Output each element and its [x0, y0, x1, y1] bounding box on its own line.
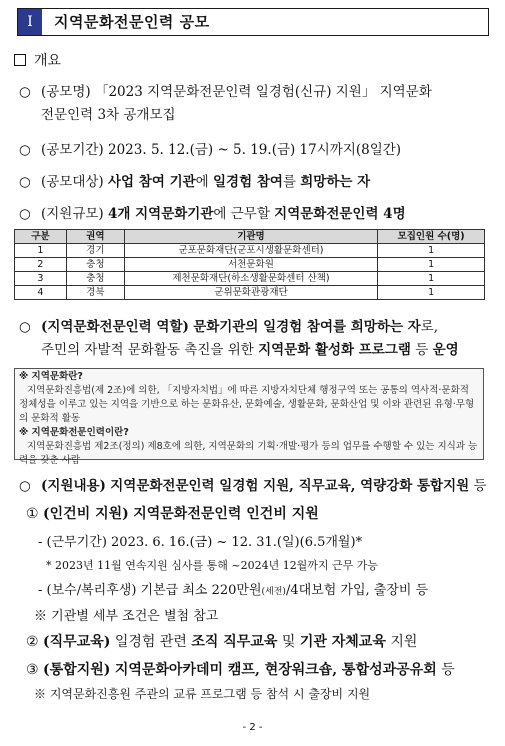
circle-bullet-icon: ○ — [19, 206, 31, 222]
work-period-note: * 2023년 11월 연속지원 심사를 통해 ~2024년 12월까지 근무 가능 — [46, 559, 379, 572]
detail-note: ※ 기관별 세부 조건은 별첨 참고 — [34, 609, 219, 624]
section-title-bar — [17, 8, 489, 36]
circle-bullet-icon: ○ — [19, 478, 31, 494]
travel-note: ※ 지역문화진흥원 주관의 교류 프로그램 등 참석 시 출장비 지원 — [34, 687, 371, 701]
note-paragraph: 지역문화진흥법(제 2조)에 의한, 「지방자치법」에 따른 지방자치단체 행정구역 또는 공통의 역사적·문화적 정체성을 이루고 있는 지역을 기반으로 하는 문화유산, 문화예술, 생활문화, 문화산업 및 이와 관련된 유형·무형의 문화적 활동 — [19, 385, 475, 424]
sub-item-labor: ① (인건비 지원) 지역문화전문인력 인건비 지원 — [26, 506, 319, 522]
pay-welfare: - (보수/복리후생) 기본급 최소 220만원(세전)/4대보험 가입, 출장비 등 — [38, 583, 429, 598]
circle-bullet-icon: ○ — [19, 319, 31, 335]
work-period: - (근무기간) 2023. 6. 16.(금) ~ 12. 31.(일)(6.5개월)* — [38, 535, 363, 550]
table-header-row — [15, 230, 485, 244]
item-content: ○ (지원내용) 지역문화전문인력 일경험 지원, 직무교육, 역량강화 통합지원 등 — [19, 478, 487, 494]
table-header: 구분 — [15, 230, 67, 244]
item-role: ○ (지역문화전문인력 역할) 문화기관의 일경험 참여를 희망하는 자로, — [19, 319, 438, 335]
table-row: 2 충청 서천문화원 1 — [15, 258, 485, 272]
table-row: 3 충청 제천문화재단(하소생활문화센터 산책) 1 — [15, 272, 485, 286]
table-row: 1 경기 군포문화재단(군포시생활문화센터) 1 — [15, 244, 485, 258]
item-role-cont: 주민의 자발적 문화활동 촉진을 위한 지역문화 활성화 프로그램 등 운영 — [41, 342, 459, 358]
sub-item-training: ② (직무교육) 일경험 관련 조직 직무교육 및 기관 자체교육 지원 — [26, 634, 418, 650]
table-row: 4 경북 군위문화관광재단 1 — [15, 286, 485, 300]
item-name-cont: 전문인력 3차 공개모집 — [41, 107, 176, 123]
circle-bullet-icon: ○ — [19, 174, 31, 190]
item-scale: ○ (지원규모) 4개 지역문화기관에 근무할 지역문화전문인력 4명 — [19, 206, 406, 222]
table-header: 권역 — [66, 230, 124, 244]
section-label: 개요 — [34, 53, 62, 69]
section-number: Ⅰ — [18, 9, 42, 35]
sub-item-integrated: ③ (통합지원) 지역문화아카데미 캠프, 현장워크숍, 통합성과공유회 등 — [26, 662, 455, 678]
section-heading — [14, 50, 61, 70]
note-title: ※ 지역문화란? — [19, 371, 83, 382]
table-header: 모집인원 수(명) — [378, 230, 485, 244]
checkbox-square-icon — [14, 54, 26, 66]
definition-note-box — [14, 368, 484, 466]
note-paragraph: 지역문화진흥법 제2조(정의) 제8호에 의한, 지역문화의 기획·개발·평가 등의 업무를 수행할 수 있는 지식과 능력을 갖춘 사람 — [19, 441, 478, 466]
institution-table — [14, 229, 485, 300]
item-target: ○ (공모대상) 사업 참여 기관에 일경험 참여를 희망하는 자 — [19, 174, 371, 190]
item-period: ○ (공모기간) 2023. 5. 12.(금) ~ 5. 19.(금) 17시까지(8일간) — [19, 142, 402, 158]
table-header: 기관명 — [124, 230, 377, 244]
circle-bullet-icon: ○ — [19, 84, 31, 100]
circle-bullet-icon: ○ — [19, 142, 31, 158]
page-number: - 2 - — [242, 722, 263, 733]
note-title: ※ 지역문화전문인력이란? — [19, 427, 129, 438]
page-title: 지역문화전문인력 공모 — [54, 13, 210, 31]
item-name: ○ (공모명) 「2023 지역문화전문인력 일경험(신규) 지원」 지역문화 — [19, 84, 432, 100]
